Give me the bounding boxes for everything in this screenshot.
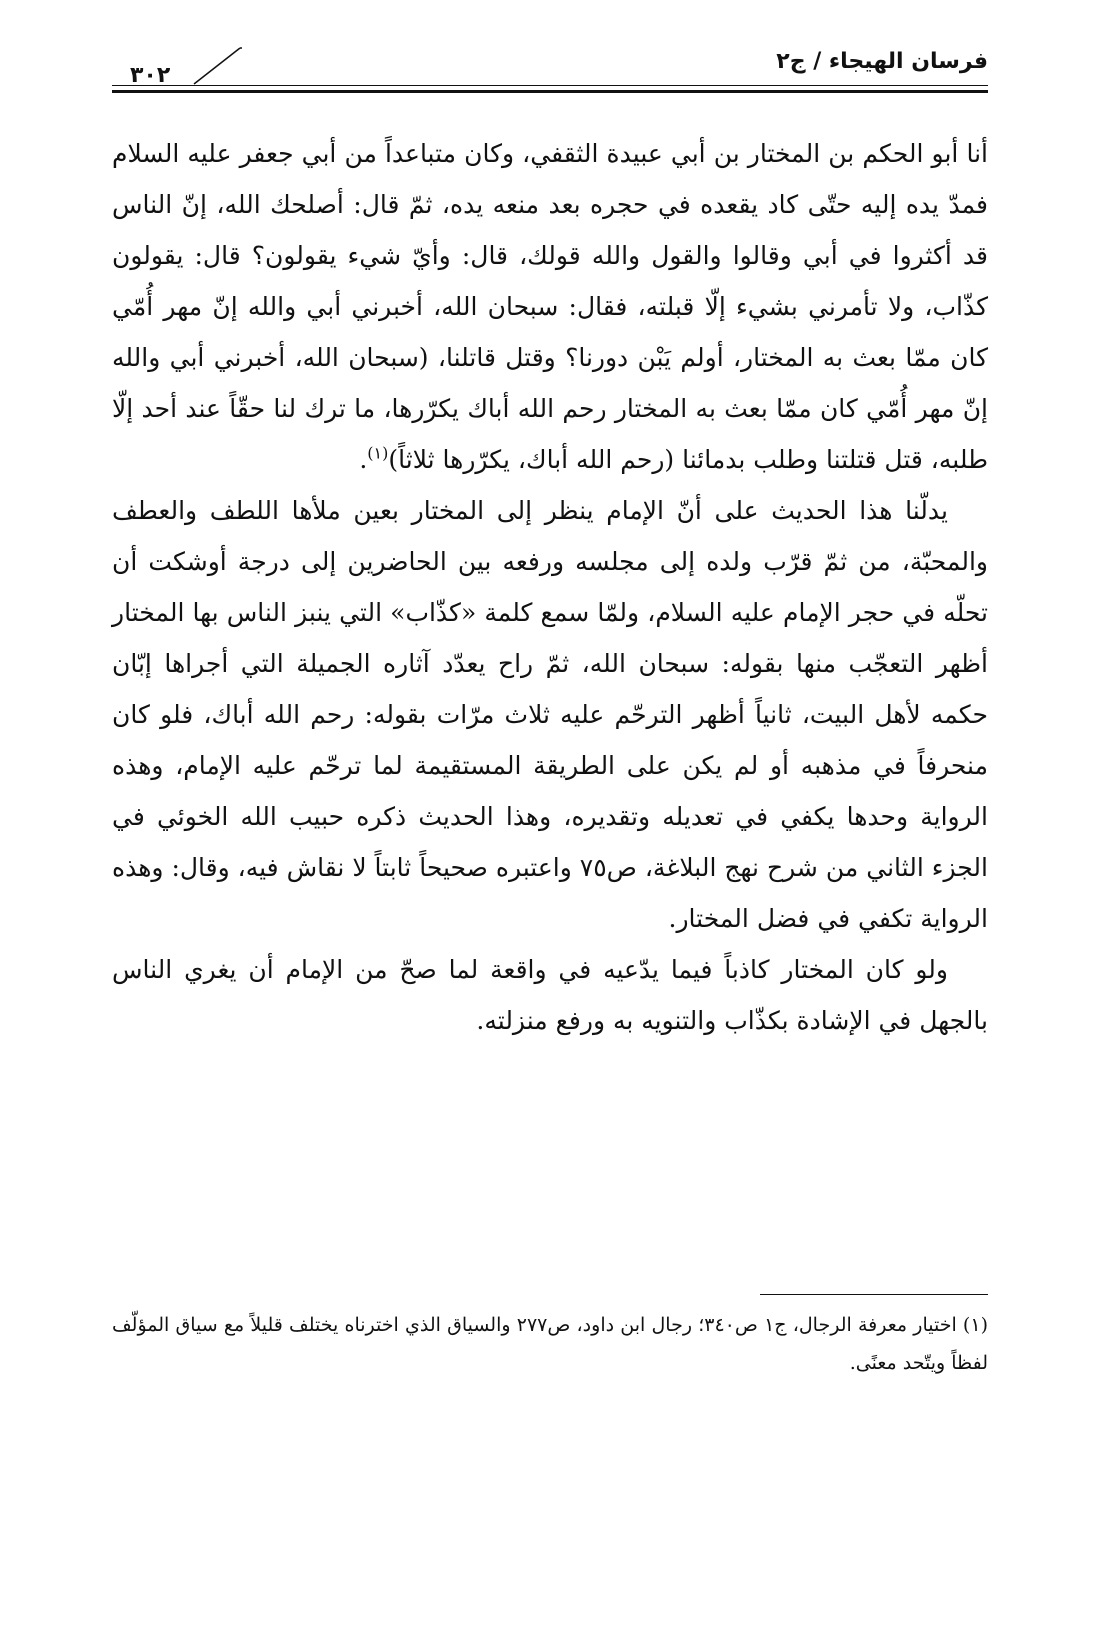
footnote-separator bbox=[760, 1294, 988, 1295]
paragraph-1-text: أنا أبو الحكم بن المختار بن أبي عبيدة الثقفي، وكان متباعداً من أبي جعفر عليه السلام فمدّ يده إليه حتّى كاد يقعده في حجره بعد منعه يده، ثمّ قال: أصلحك الله، إنّ الناس قد أكثروا في أبي وقالوا والقول والله قولك، قال: وأيّ شيء يقولون؟ قال: يقولون كذّاب، ولا تأمرني بشيء إلّا قبلته، فقال: سبحان الله، أخبرني أبي والله إنّ مهر أُمّي كان ممّا بعث به المختار، أولم يَبْن دورنا؟ وقتل قاتلنا، (سبحان الله، أخبرني أبي والله إنّ مهر أُمّي كان ممّا بعث به المختار رحم الله أباك يكرّرها، ما ترك لنا حقّاً عند أحد إلّا طلبه، قتل قتلتنا وطلب بدمائنا (رحم الله أباك، يكرّرها ثلاثاً) bbox=[112, 139, 988, 474]
page-header bbox=[112, 40, 988, 100]
body-text bbox=[112, 128, 988, 1046]
header-rule-thick bbox=[112, 90, 988, 93]
paragraph-2: يدلّنا هذا الحديث على أنّ الإمام ينظر إلى المختار بعين ملأها اللطف والعطف والمحبّة، من ثمّ قرّب ولده إلى مجلسه ورفعه بين الحاضرين إلى درجة أوشكت أن تحلّه في حجر الإمام عليه السلام، ولمّا سمع كلمة «كذّاب» التي ينبز الناس بها المختار أظهر التعجّب منها بقوله: سبحان الله، ثمّ راح يعدّد آثاره الجميلة التي أجراها إبّان حكمه لأهل البيت، ثانياً أظهر الترحّم عليه ثلاث مرّات بقوله: رحم الله أباك، فلو كان منحرفاً في مذهبه أو لم يكن على الطريقة المستقيمة لما ترحّم عليه الإمام، وهذه الرواية وحدها يكفي في تعديله وتقديره، وهذا الحديث ذكره حبيب الله الخوئي في الجزء الثاني من شرح نهج البلاغة، ص٧٥ واعتبره صحيحاً ثابتاً لا نقاش فيه، وقال: وهذه الرواية تكفي في فضل المختار. bbox=[112, 496, 988, 933]
paragraph-1 bbox=[112, 128, 988, 485]
paragraph-1-end: . bbox=[359, 445, 368, 474]
paragraph-3: ولو كان المختار كاذباً فيما يدّعيه في واقعة لما صحّ من الإمام أن يغري الناس بالجهل في الإشادة بكذّاب والتنويه به ورفع منزلته. bbox=[112, 955, 988, 1035]
header-rule-thin bbox=[112, 85, 988, 86]
page-number: ٣٠٢ bbox=[130, 63, 171, 88]
running-title: فرسان الهيجاء / ج٢ bbox=[776, 49, 988, 74]
footnote-reference: (١) bbox=[367, 443, 389, 463]
footnote bbox=[112, 1306, 988, 1382]
footnote-text: (١) اختيار معرفة الرجال، ج١ ص٣٤٠؛ رجال ابن داود، ص٢٧٧ والسياق الذي اخترناه يختلف قليلاً مع سياق المؤلّف لفظاً ويتّحد معنًى. bbox=[112, 1314, 988, 1374]
